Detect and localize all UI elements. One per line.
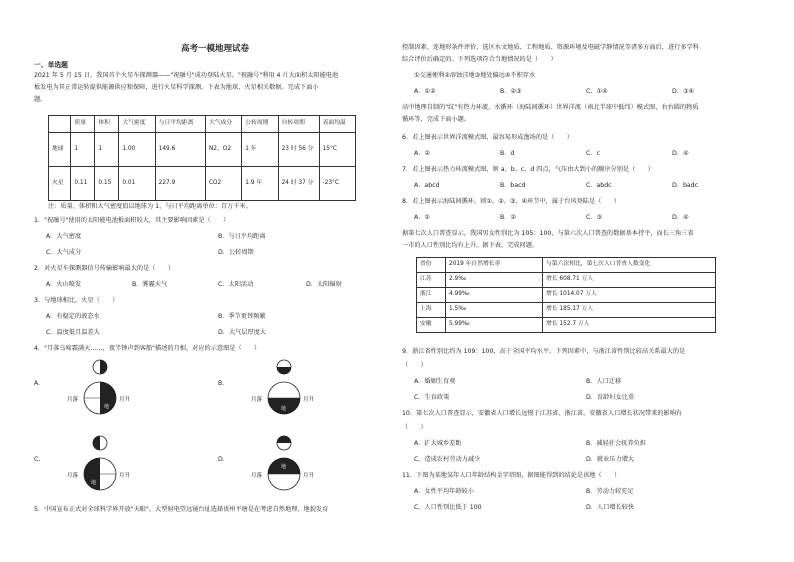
table-cell: 安徽 (417, 318, 446, 333)
table-row (417, 303, 716, 318)
table-cell: 增长 608.71 万人 (543, 273, 716, 288)
q10-option-d[interactable]: D．就业压力增大 (586, 456, 635, 463)
table-header: 2019 年自然增长率 (446, 258, 543, 273)
q8-option-c[interactable]: C．③ (586, 214, 603, 221)
question-4-stem: 4．"月落乌啼霜满天……，夜半钟声到客船"描述的月相，对应的示意图是（ ） (34, 345, 261, 352)
q8-option-a[interactable]: A．① (414, 214, 430, 221)
table-cell: 227.9 (155, 167, 205, 201)
q3-option-a[interactable]: A．有稳定的液态水 (46, 313, 100, 320)
q4-option-d[interactable]: D． (218, 456, 229, 463)
table-cell: 15°C (319, 133, 355, 167)
table-row (49, 167, 356, 201)
table-cell: 1 (95, 133, 119, 167)
q1-option-c[interactable]: C．大气成分 (46, 249, 82, 256)
table-header-row (417, 258, 716, 273)
q3-option-b[interactable]: B．季节更替频繁 (218, 313, 266, 320)
table-header: 自转周期 (278, 116, 319, 133)
q6-option-b[interactable]: B．d (500, 150, 515, 157)
earth-label: 地 (281, 464, 287, 470)
q2-option-b[interactable]: B．雾霾天气 (132, 281, 168, 288)
q6-option-a[interactable]: A．② (414, 150, 430, 157)
table-cell: 1.9 年 (242, 167, 278, 201)
question-11-stem: 11．下图为某地某年人口年龄结构金字塔图，据图能得到的结论是该地（ ） (402, 472, 621, 479)
q6-option-d[interactable]: D．④ (672, 150, 689, 157)
table-header: 表面均温 (319, 116, 355, 133)
population-table (416, 257, 716, 333)
passage-line: 一市的人口性别比均有上升。据下表，完成问题。 (402, 242, 539, 249)
intro-line: 2021 年 5 月 15 日，我国首个火星车探测器——"祝融号"成功登陆火星。"祝融号"利用 4 片大面积太阳能电池 (34, 72, 339, 79)
q5-items: ①交通便利②溶蚀洼地③地处偏远④不积存水 (414, 72, 536, 79)
question-1-stem: 1．"祝融号"使用的太阳能电池板面积较大，其主要影响因素是（ ） (34, 217, 230, 224)
table-row (49, 133, 356, 167)
q4-diagram-c (50, 434, 154, 496)
table-header: 与日平均距离 (155, 116, 205, 133)
table-cell: 增长 185.17 万人 (543, 303, 716, 318)
table-header: 大气密度 (119, 116, 155, 133)
moonrise-label: 月升 (303, 397, 315, 403)
table-cell: 2.9‰ (446, 273, 543, 288)
q7-option-c[interactable]: C．abdc (586, 182, 612, 189)
question-9-stem: 9．浙江省性别比约为 109：100，高于全国平均水平。下列因素中，与浙江省性别比较高关系最大的是 (402, 348, 686, 355)
table-header-row (49, 116, 356, 133)
q8-option-b[interactable]: B．② (500, 214, 516, 221)
question-10-stem-cont: （ ） (402, 424, 427, 431)
table-row (417, 288, 716, 303)
moonrise-label: 月升 (119, 473, 131, 479)
table-cell: 1 年 (242, 133, 278, 167)
q1-option-b[interactable]: B．与日平均距离 (218, 233, 266, 240)
q4-diagram-a (50, 358, 154, 420)
q4-option-c[interactable]: C． (34, 456, 45, 463)
table-header: 公转周期 (242, 116, 278, 133)
q5-option-b[interactable]: B．②③ (500, 88, 522, 95)
table-cell: 5.99‰ (446, 318, 543, 333)
q11-option-d[interactable]: D．人口增长较快 (586, 504, 635, 511)
passage-line: 据第七次人口普查显示，我国男女性别比为 105：100，与第六次人口普查的数据基本持平，而长三角三省 (402, 230, 694, 237)
question-8-stem: 8．若上图表示海陆间循环，则①、②、③、④环节中，属于台风登陆是（ ） (402, 198, 620, 205)
question-9-stem-cont: （ ） (402, 362, 427, 369)
table-cell: -23°C (319, 167, 355, 201)
table-cell: 1 (71, 133, 95, 167)
earth-label: 地 (104, 404, 110, 410)
table-cell: 149.6 (155, 133, 205, 167)
moonset-label: 月落 (67, 473, 79, 479)
passage-line: 控制因素、连地形条件评价、选区水文地质、工程地质、资源环境及电磁学静情况等诸多方面后，进行多学科 (402, 44, 699, 51)
q4-option-a[interactable]: A． (34, 380, 45, 387)
table-cell: 增长 152.7 万人 (543, 318, 716, 333)
q2-option-a[interactable]: A．火山喷发 (46, 281, 82, 288)
q5-option-a[interactable]: A．①② (414, 88, 436, 95)
table-header: 体积 (95, 116, 119, 133)
table-header: 与第六次相比，第七次人口普查人数变化 (543, 258, 716, 273)
moonset-label: 月落 (251, 473, 263, 479)
moonrise-label: 月升 (303, 473, 315, 479)
table-cell: 23 时 56 分 (278, 133, 319, 167)
question-5-stem: 5．中国宣布正式对全球科学界开放"天眼"。大型射电望远镜台址选择贵州平塘是在考虑自然地理、地貌发育 (34, 506, 329, 513)
table-cell: 1.00 (119, 133, 155, 167)
q10-option-c[interactable]: C．造成农村劳动力减少 (414, 456, 481, 463)
table-cell: N2、O2 (205, 133, 241, 167)
section-heading: 一、单选题 (34, 61, 68, 69)
table-row (417, 318, 716, 333)
intro-line: 题。 (34, 96, 47, 103)
q1-option-d[interactable]: D．公转周期 (218, 249, 254, 256)
table-header: 大气成分 (205, 116, 241, 133)
passage-line: 循环等，完成下面小题。 (402, 116, 471, 123)
q2-option-c[interactable]: C．太阳活动 (218, 281, 254, 288)
table-row (417, 273, 716, 288)
table-cell: 增长 1014.07 万人 (543, 288, 716, 303)
question-2-stem: 2．对火星车探测器信号传输影响最大的是（ ） (34, 265, 175, 272)
q9-option-c[interactable]: C．生育政策 (414, 394, 450, 401)
question-10-stem: 10．第七次人口普查显示，安徽省人口增长远慢于江苏省、浙江省。安徽省人口增长状况带来的影响有 (402, 410, 683, 417)
table-cell: 24 时 37 分 (278, 167, 319, 201)
q3-option-d[interactable]: D．大气层厚度大 (218, 329, 267, 336)
moonrise-label: 月升 (119, 397, 131, 403)
table-note: 注：质量、体积和大气密度值以地球为 1，与日平均距离单位：百万千米。 (48, 203, 252, 210)
passage-line: 综合评价后确定的。下列选项符合当地情况的是（ ） (402, 56, 557, 63)
table-cell: 火星 (49, 167, 71, 201)
q7-option-b[interactable]: B．bacd (500, 182, 526, 189)
q2-option-d[interactable]: D．太阳辐射 (306, 281, 342, 288)
q10-option-a[interactable]: A．扩大城乡差距 (414, 440, 462, 447)
table-header: 省份 (417, 258, 446, 273)
table-cell: 0.15 (95, 167, 119, 201)
table-cell: 0.11 (71, 167, 95, 201)
q3-option-c[interactable]: C．温度低且温差大 (46, 329, 100, 336)
q9-option-b[interactable]: B．人口迁移 (586, 378, 622, 385)
moonset-label: 月落 (67, 397, 79, 403)
q7-option-d[interactable]: D．badc (672, 182, 699, 189)
q5-option-d[interactable]: D．③④ (672, 88, 695, 95)
earth-label: 地 (91, 480, 97, 486)
question-3-stem: 3．与地球相比，火星（ ） (34, 297, 119, 304)
q11-option-b[interactable]: B．劳动力较充足 (586, 488, 634, 495)
table-cell: 4.99‰ (446, 288, 543, 303)
table-header (49, 116, 71, 133)
q5-option-c[interactable]: C．①④ (586, 88, 608, 95)
q7-option-a[interactable]: A．abcd (414, 182, 440, 189)
earth-label: 地 (281, 406, 287, 412)
q9-option-d[interactable]: D．育龄妇女比重 (586, 394, 635, 401)
question-6-stem: 6．若上图表示世界洋流模式图，最容易形成渔场的是（ ） (402, 134, 573, 141)
doc-title: 高考一模地理试卷 (180, 44, 249, 54)
q9-option-a[interactable]: A．婚姻生育观 (414, 378, 456, 385)
q6-option-c[interactable]: C．c (586, 150, 600, 157)
q4-diagram-d (234, 434, 338, 496)
q1-option-a[interactable]: A．大气密度 (46, 233, 82, 240)
table-cell: 上海 (417, 303, 446, 318)
table-cell: 1.5‰ (446, 303, 543, 318)
table-cell: 地球 (49, 133, 71, 167)
q11-option-c[interactable]: C．人口性别比低于 100 (414, 504, 482, 511)
table-cell: CO2 (205, 167, 241, 201)
q10-option-b[interactable]: B．减轻社会抚养负担 (586, 440, 646, 447)
q8-option-d[interactable]: D．④ (672, 214, 689, 221)
table-cell: 江苏 (417, 273, 446, 288)
table-header: 质量 (71, 116, 95, 133)
passage-line: 高中地理自制的"纹"有热力环流、水循环（海陆间循环）世界洋流（南北半球中低纬）模式图，右右圆的物质 (402, 104, 699, 111)
q11-option-a[interactable]: A．女性平均年龄较小 (414, 488, 474, 495)
intro-line: 板发电为其正常运转提供能源供应和保障，进行火星科学探测。下表为地球、火星相关数据。完成下面小 (34, 84, 319, 91)
table-cell: 0.01 (119, 167, 155, 201)
table-cell: 浙江 (417, 288, 446, 303)
planet-data-table (48, 115, 356, 201)
question-7-stem: 7．若上图表示热力环流模式图，则 a、b、c、d 四点，气压由大到小的顺序分别是（ ） (402, 166, 654, 173)
q4-option-b[interactable]: B． (218, 380, 229, 387)
q4-diagram-b (234, 358, 338, 420)
moonset-label: 月落 (251, 397, 263, 403)
